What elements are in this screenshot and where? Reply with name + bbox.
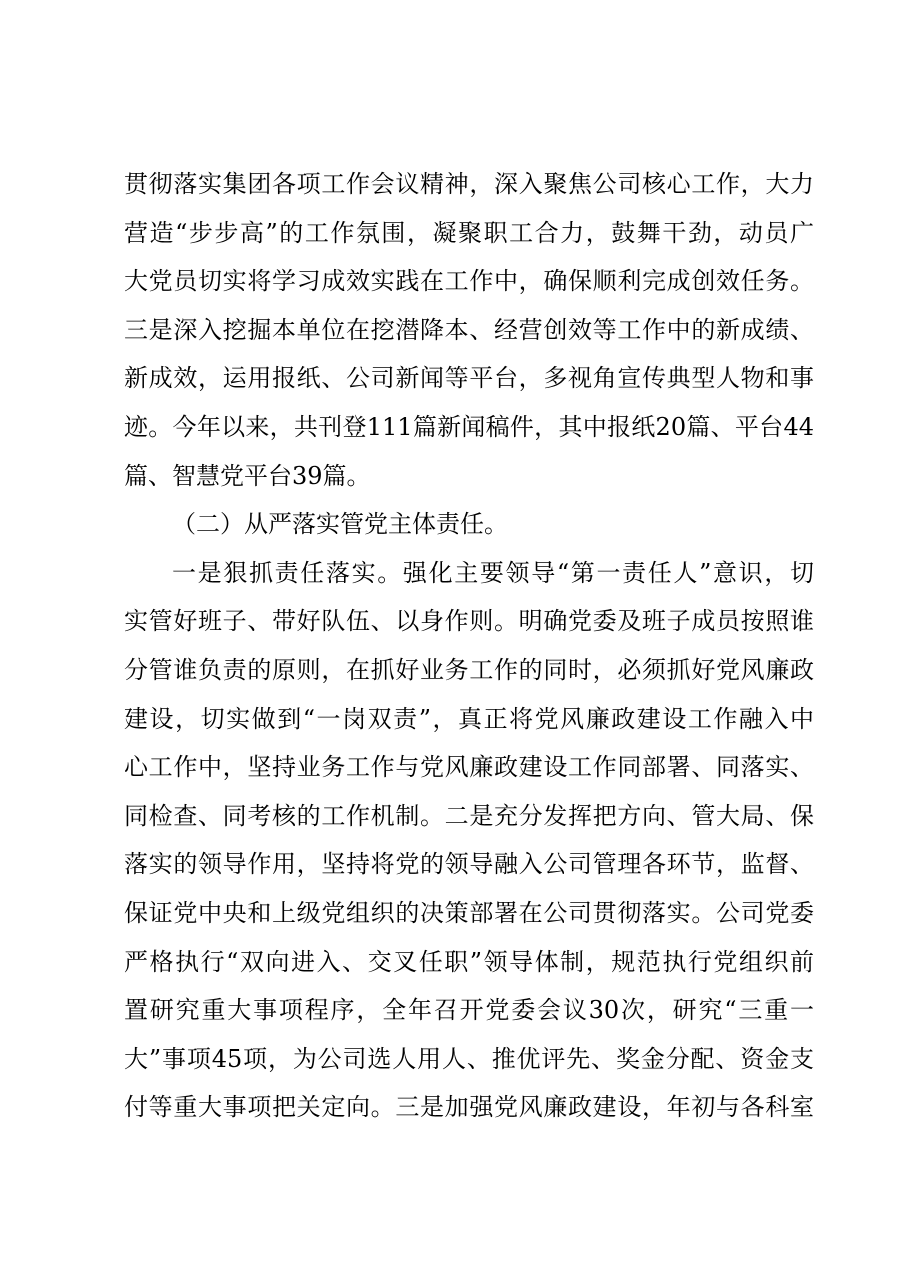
body-line: 三是深入挖掘本单位在挖潜降本、经营创效等工作中的新成绩、	[124, 315, 814, 344]
body-line: 篇、智慧党平台39篇。	[124, 461, 371, 490]
body-line: 付等重大事项把关定向。三是加强党风廉政建设，年初与各科室	[124, 1093, 814, 1122]
body-line: 一是狠抓责任落实。强化主要领导“第一责任人”意识，切	[172, 558, 814, 587]
body-line: 分管谁负责的原则，在抓好业务工作的同时，必须抓好党风廉政	[124, 655, 814, 684]
document-body	[124, 160, 814, 1132]
body-line: 实管好班子、带好队伍、以身作则。明确党委及班子成员按照谁	[124, 607, 814, 636]
body-line: 大党员切实将学习成效实践在工作中，确保顺利完成创效任务。	[124, 267, 814, 296]
body-line: 贯彻落实集团各项工作会议精神，深入聚焦公司核心工作，大力	[124, 170, 814, 198]
body-line: 同检查、同考核的工作机制。二是充分发挥把方向、管大局、保	[124, 801, 814, 830]
body-line: 置研究重大事项程序，全年召开党委会议30次，研究“三重一	[124, 996, 814, 1025]
body-line: 建设，切实做到“一岗双责”，真正将党风廉政建设工作融入中	[124, 704, 814, 733]
body-line: 大”事项45项，为公司选人用人、推优评先、奖金分配、资金支	[124, 1044, 814, 1073]
body-line: 保证党中央和上级党组织的决策部署在公司贯彻落实。公司党委	[124, 898, 814, 927]
body-line: 落实的领导作用，坚持将党的领导融入公司管理各环节，监督、	[124, 850, 814, 879]
section-heading: （二）从严落实管党主体责任。	[172, 510, 508, 539]
body-line: 营造“步步高”的工作氛围，凝聚职工合力，鼓舞干劲，动员广	[124, 218, 814, 247]
body-line: 严格执行“双向进入、交叉任职”领导体制，规范执行党组织前	[124, 947, 814, 976]
body-line: 新成效，运用报纸、公司新闻等平台，多视角宣传典型人物和事	[124, 364, 814, 393]
body-line: 迹。今年以来，共刊登111篇新闻稿件，其中报纸20篇、平台44	[124, 412, 814, 441]
body-line: 心工作中，坚持业务工作与党风廉政建设工作同部署、同落实、	[124, 753, 814, 782]
